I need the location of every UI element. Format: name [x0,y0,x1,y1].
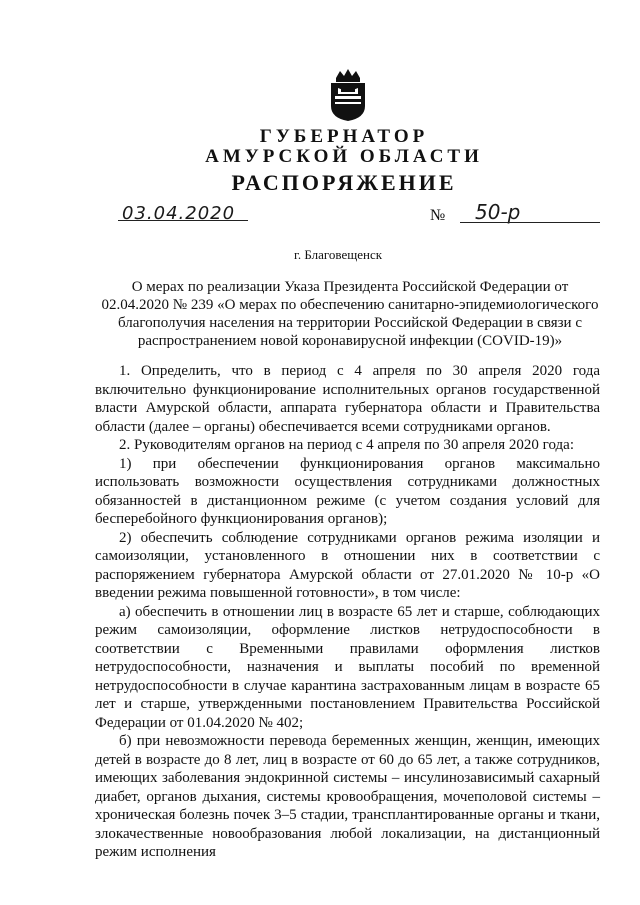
city-label: г. Благовещенск [293,247,383,262]
paragraph-2-1: 1) при обеспечении функционирования органов максимально использовать возможности осуществления сотрудниками должностных обязанностей в дистанционном режиме (с учетом создания условий для бесперебойного функционирования органов); [95,455,600,527]
paragraph-2-2-b: б) при невозможности перевода беременных женщин, женщин, имеющих детей в возрасте до 8 лет, лиц в возрасте от 60 до 65 лет, а также сотрудников, имеющих заболевания эндокринной системы – инсулинозависимый сахарный диабет, органов дыхания, системы кровообращения, мочеполовой системы – хроническая болезнь почек 3–5 стадии, трансплантированные органы и ткани, злокачественные новообразования любой локализации, на дистанционный режим исполнения [95,733,600,860]
document-date: 03.04.2020 [122,203,236,224]
governor-heading: ГУБЕРНАТОР [259,126,429,147]
region-heading: АМУРСКОЙ ОБЛАСТИ [205,146,483,167]
paragraph-1: 1. Определить, что в период с 4 апреля по 30 апреля 2020 года включительно функционирование исполнительных органов государственной власти Амурской области, аппарата губернатора области и Правительства области (далее – органы) обеспечивается всеми сотрудниками органов. [95,363,600,435]
coat-of-arms-icon [326,68,370,122]
paragraph-2-2-a: а) обеспечить в отношении лиц в возрасте 65 лет и старше, соблюдающих режим самоизоляции, оформление листков нетрудоспособности в соответствии с Временными правилами оформления листков нетрудоспособности, назначения и выплаты пособий по временной нетрудоспособности в случае карантина застрахованным лицам в возрасте 65 лет и старше, утвержденными постановлением Правительства Российской Федерации от 01.04.2020 № 402; [95,603,600,731]
paragraph-2: 2. Руководителям органов на период с 4 апреля по 30 апреля 2020 года: [119,437,574,453]
date-underline [118,220,248,221]
document-type-title: РАСПОРЯЖЕНИЕ [231,170,457,195]
number-underline [460,222,600,223]
paragraph-2-2: 2) обеспечить соблюдение сотрудниками органов режима изоляции и самоизоляции, установленного в отношении них в соответствии с распоряжением губернатора Амурской области от 27.01.2020 № 10-р «О введении режима повышенной готовности», в том числе: [95,529,600,601]
document-number: 50-р [475,200,521,224]
document-subject: О мерах по реализации Указа Президента Российской Федерации от 02.04.2020 № 239 «О мерах по обеспечению санитарно-эпидемиологического благополучия населения на территории Российской Федерации в связи с распространением новой коронавирусной инфекции (COVID-19)» [101,279,599,349]
number-sign: № [430,207,446,224]
document-body [95,362,600,862]
